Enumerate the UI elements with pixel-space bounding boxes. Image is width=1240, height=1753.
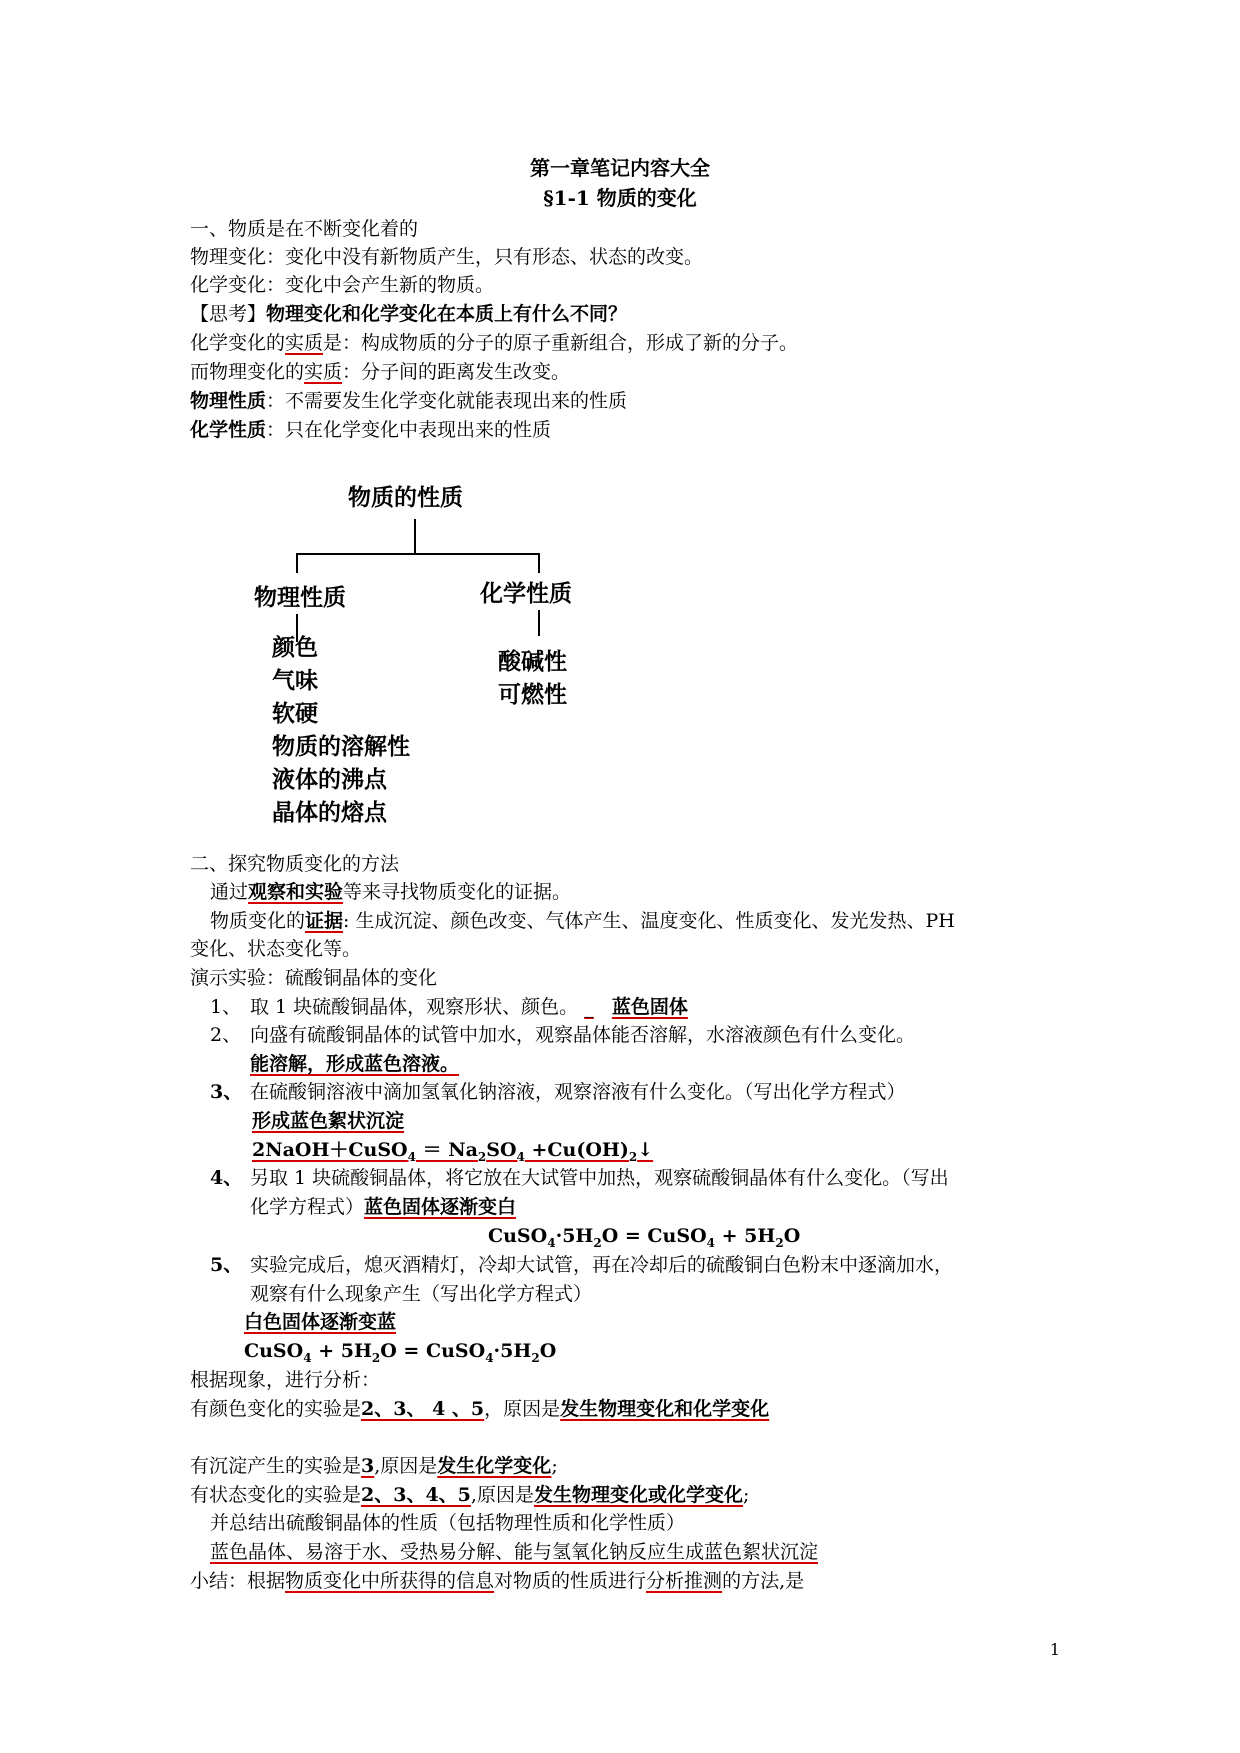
- step-2-answer: 能溶解，形成蓝色溶液。: [250, 1053, 460, 1075]
- tree-item: 物质的溶解性: [272, 734, 410, 760]
- step-3-answer: 形成蓝色絮状沉淀: [252, 1110, 405, 1132]
- tree-left-items: [272, 632, 410, 830]
- physical-essence: 而物理变化的实质：分子间的距离发生改变。: [190, 361, 571, 383]
- page-title: 第一章笔记内容大全: [530, 156, 710, 180]
- tree-item: 酸碱性: [498, 649, 567, 675]
- tree-item: 气味: [272, 668, 318, 694]
- tree-connector: [538, 553, 540, 573]
- evidence-line-cont: 变化、状态变化等。: [190, 938, 362, 960]
- section-title: §1-1 物质的变化: [543, 186, 697, 210]
- evidence-line: 物质变化的证据: 生成沉淀、颜色改变、气体产生、温度变化、性质变化、发光发热、PH: [210, 910, 955, 932]
- step-3-equation: 2NaOH＋CuSO$_4$ ＝ $Na_2SO_4$ $+Cu(OH)_2↓$: [252, 1139, 654, 1164]
- think-question: 【思考】物理变化和化学变化在本质上有什么不同？: [190, 303, 628, 325]
- tree-connector: [538, 610, 540, 636]
- physical-change-definition: 物理变化：变化中没有新物质产生，只有形态、状态的改变。: [190, 246, 704, 268]
- physical-property-definition: 物理性质：不需要发生化学变化就能表现出来的性质: [190, 390, 628, 412]
- summary-answer: 蓝色晶体、易溶于水、受热易分解、能与氢氧化钠反应生成蓝色絮状沉淀: [210, 1541, 819, 1563]
- tree-connector: [414, 519, 416, 554]
- step-5: 5、 实验完成后，熄灭酒精灯，冷却大试管，再在冷却后的硫酸铜白色粉末中逐滴加水，: [210, 1254, 954, 1276]
- tree-item: 液体的沸点: [272, 767, 387, 793]
- tree-item: 晶体的熔点: [272, 800, 387, 826]
- color-change-line: 有颜色变化的实验是2、3、 4 、5，原因是发生物理变化和化学变化: [190, 1398, 770, 1420]
- state-change-line: 有状态变化的实验是2、3、4、5,原因是发生物理变化或化学变化;: [190, 1484, 750, 1506]
- chemical-essence: 化学变化的实质是：构成物质的分子的原子重新组合，形成了新的分子。: [190, 332, 799, 354]
- observe-line: 通过观察和实验等来寻找物质变化的证据。: [210, 881, 572, 903]
- step-4-equation: $CuSO_4\cdot 5H_2O$ = CuSO$_4$ + $5H_2O$: [488, 1225, 801, 1250]
- analysis-heading: 根据现象，进行分析：: [190, 1369, 381, 1391]
- chemical-change-definition: 化学变化：变化中会产生新的物质。: [190, 274, 495, 296]
- chemical-property-definition: 化学性质：只在化学变化中表现出来的性质: [190, 419, 552, 441]
- tree-right-items: [498, 646, 567, 712]
- part2-heading: 二、探究物质变化的方法: [190, 853, 400, 875]
- tree-connector: [296, 553, 540, 555]
- tree-root: 物质的性质: [348, 485, 463, 511]
- page-number: 1: [1049, 1640, 1060, 1659]
- summary-question: 并总结出硫酸铜晶体的性质（包括物理性质和化学性质）: [210, 1512, 686, 1534]
- step-2: 2、 向盛有硫酸铜晶体的试管中加水，观察晶体能否溶解，水溶液颜色有什么变化。: [210, 1024, 916, 1046]
- step-4: 4、 另取 1 块硫酸铜晶体，将它放在大试管中加热，观察硫酸铜晶体有什么变化。（写出: [210, 1167, 949, 1189]
- demo-title: 演示实验：硫酸铜晶体的变化: [190, 967, 438, 989]
- tree-item: 可燃性: [498, 682, 567, 708]
- step-5-cont: 观察有什么现象产生（写出化学方程式）: [250, 1283, 593, 1305]
- step-3: 3、 在硫酸铜溶液中滴加氢氧化钠溶液，观察溶液有什么变化。（写出化学方程式）: [210, 1081, 906, 1103]
- conclusion-line: 小结：根据物质变化中所获得的信息对物质的性质进行分析推测的方法,是: [190, 1570, 805, 1592]
- tree-right-node: 化学性质: [480, 581, 572, 607]
- part1-heading: 一、物质是在不断变化着的: [190, 218, 419, 240]
- step-5-equation: CuSO$_4$ + $5H_2O$ = $CuSO_4\cdot 5H_2O$: [244, 1340, 557, 1365]
- tree-left-node: 物理性质: [254, 585, 346, 611]
- tree-connector: [296, 553, 298, 573]
- tree-item: 颜色: [272, 635, 318, 661]
- tree-item: 软硬: [272, 701, 318, 727]
- precipitate-line: 有沉淀产生的实验是3,原因是发生化学变化;: [190, 1455, 558, 1477]
- step-4-cont: 化学方程式）蓝色固体逐渐变白: [250, 1196, 517, 1218]
- step-5-answer: 白色固体逐渐变蓝: [244, 1311, 397, 1333]
- step-1: 1、 取 1 块硫酸铜晶体，观察形状、颜色。 _ 蓝色固体: [210, 996, 688, 1018]
